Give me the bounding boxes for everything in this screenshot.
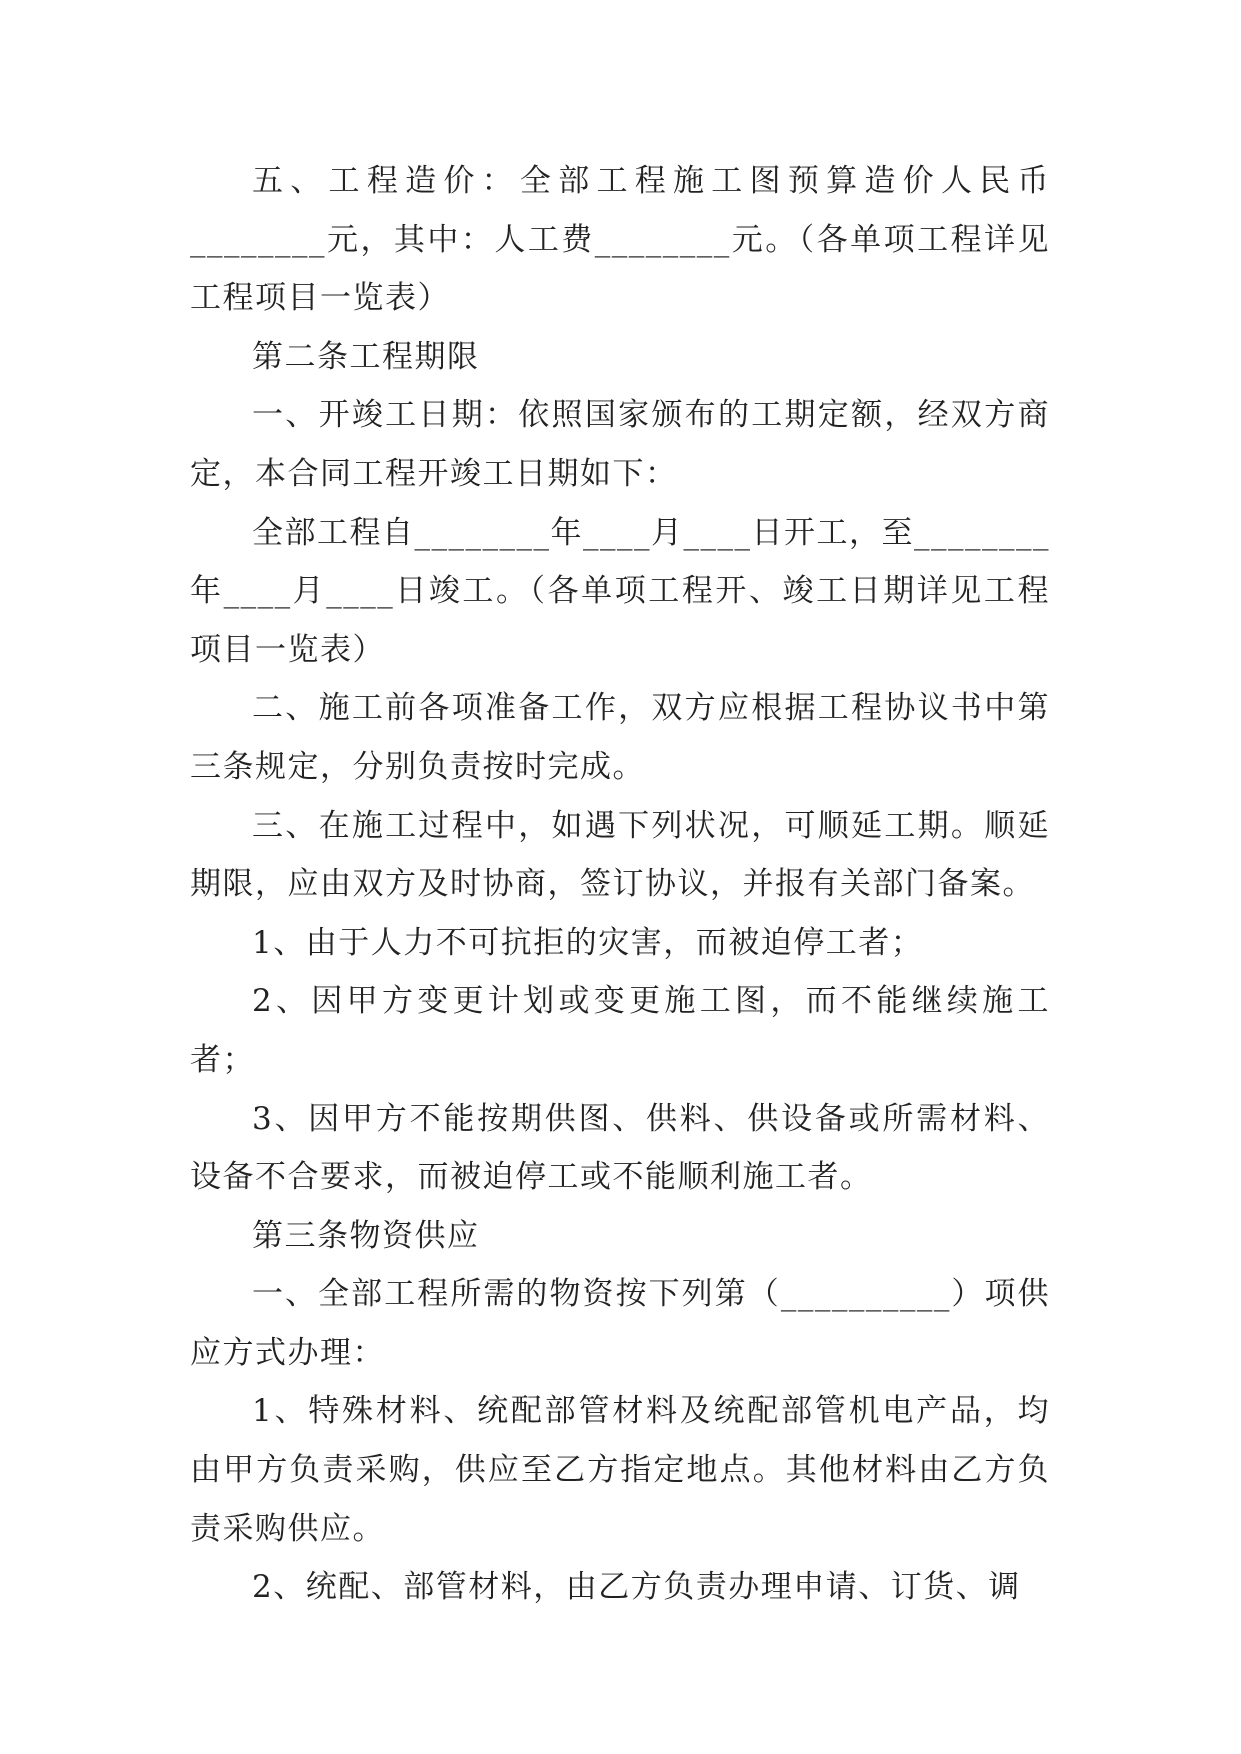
list-item-force-majeure: 1、由于人力不可抗拒的灾害，而被迫停工者； [252,924,924,961]
heading-article-3-material-supply: 第三条物资供应 [252,1217,480,1254]
heading-article-2-construction-period: 第二条工程期限 [252,338,480,375]
list-item-special-materials: 1、特殊材料、统配部管材料及统配部管机电产品，均由甲方负责采购，供应至乙方指定地点。其他材料由乙方负责采购供应。 [190,1393,1050,1547]
paragraph-extension-conditions: 三、在施工过程中，如遇下列状况，可顺延工期。顺延期限，应由双方及时协商，签订协议，并报有关部门备案。 [190,807,1050,903]
document-body [190,152,1050,1617]
paragraph-full-project-schedule: 全部工程自________年____月____日开工，至________年____月____日竣工。（各单项工程开、竣工日期详见工程项目一览表） [190,514,1050,668]
paragraph-supply-method: 一、全部工程所需的物资按下列第（__________）项供应方式办理： [190,1276,1050,1371]
paragraph-project-cost: 五、工程造价：全部工程施工图预算造价人民币________元，其中：人工费________元。（各单项工程详见工程项目一览表） [190,163,1050,317]
paragraph-start-completion-dates: 一、开竣工日期：依照国家颁布的工期定额，经双方商定，本合同工程开竣工日期如下： [190,397,1050,492]
paragraph-preparation-work: 二、施工前各项准备工作，双方应根据工程协议书中第三条规定，分别负责按时完成。 [190,690,1050,785]
list-item-plan-change: 2、因甲方变更计划或变更施工图，而不能继续施工者； [190,983,1050,1078]
list-item-allocated-materials: 2、统配、部管材料，由乙方负责办理申请、订货、调 [252,1569,1021,1606]
list-item-supply-delay: 3、因甲方不能按期供图、供料、供设备或所需材料、设备不合要求，而被迫停工或不能顺利施工者。 [190,1100,1050,1196]
